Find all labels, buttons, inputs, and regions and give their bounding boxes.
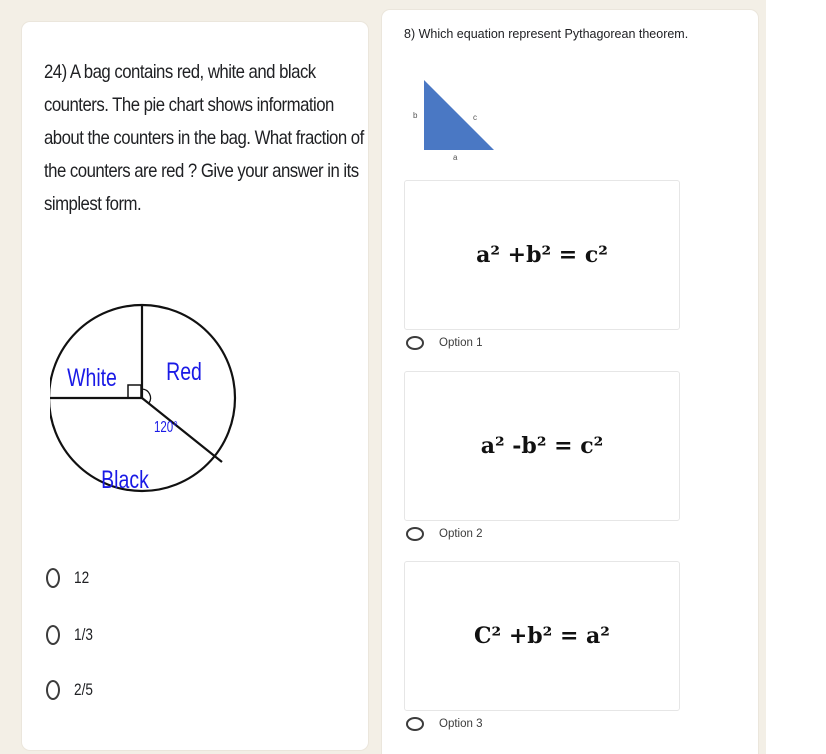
right-triangle-image: [406, 72, 506, 172]
question-card-pythagorean: [382, 10, 758, 754]
option-label: Option 1: [439, 337, 483, 349]
radio-button[interactable]: [46, 568, 60, 588]
radio-button[interactable]: [46, 680, 60, 700]
radio-button[interactable]: [406, 336, 424, 350]
option-label: 12: [74, 568, 90, 587]
equation-text: a² +b² = c²: [476, 242, 608, 268]
option-label: Option 3: [439, 718, 483, 730]
equation-text: a² -b² = c²: [480, 433, 604, 459]
pie-label-red: Red: [166, 357, 202, 386]
option-label: 1/3: [74, 625, 93, 644]
radio-button[interactable]: [46, 625, 60, 645]
answer-option-2[interactable]: [46, 625, 98, 645]
option-label: 2/5: [74, 680, 93, 699]
triangle-shape: [424, 80, 494, 150]
answer-option-3[interactable]: [406, 717, 482, 731]
equation-text: C² +b² = a²: [474, 623, 610, 649]
question-card-pie-chart: [22, 22, 368, 750]
option-label: Option 2: [439, 528, 483, 540]
radio-button[interactable]: [406, 527, 424, 541]
question-text: 8) Which equation represent Pythagorean theorem.: [404, 27, 689, 41]
option-2-image: [404, 371, 680, 521]
answer-option-3[interactable]: [46, 680, 98, 700]
page-background-strip: [0, 0, 370, 8]
pie-label-white: White: [67, 363, 117, 392]
pie-chart: [50, 266, 250, 536]
page-right-margin: [766, 0, 826, 754]
answer-option-2[interactable]: [406, 527, 482, 541]
side-label-a: a: [453, 153, 458, 162]
answer-option-1[interactable]: [406, 336, 482, 350]
option-1-image: [404, 180, 680, 330]
answer-option-1[interactable]: [46, 568, 93, 588]
option-3-image: [404, 561, 680, 711]
side-label-c: c: [473, 113, 477, 122]
angle-label: 120°: [154, 417, 178, 436]
question-text: 24) A bag contains red, white and black counters. The pie chart shows information about the counters in the bag. What fraction of the counters are red ? Give your answer in its simplest form.: [44, 61, 364, 215]
side-label-b: b: [413, 111, 418, 120]
pie-label-black: Black: [101, 465, 149, 494]
radio-button[interactable]: [406, 717, 424, 731]
